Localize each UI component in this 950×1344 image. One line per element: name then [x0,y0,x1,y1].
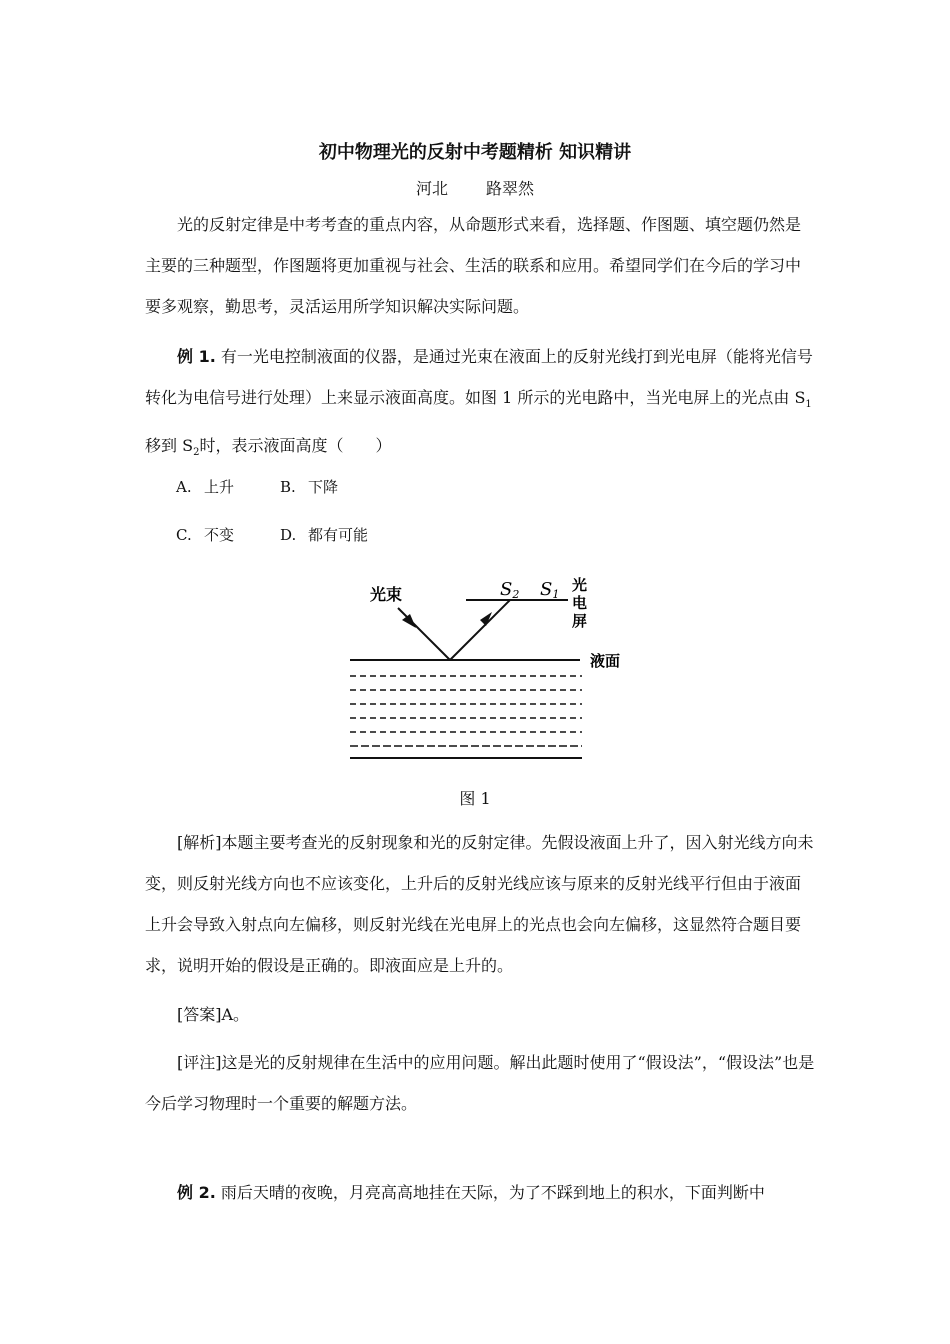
comment-paragraph [145,1042,815,1124]
s1-label: S1 [540,579,560,601]
example-1-sub1: 1 [805,399,812,411]
document-title: 初中物理光的反射中考题精析 知识精讲 [318,142,632,163]
screen-label-2: 电 [572,594,588,612]
screen-label-1: 光 [572,576,588,594]
comment-text: [评注]这是光的反射规律在生活中的应用问题。解出此题时使用了“假设法”，“假设法”也是今后学习物理时一个重要的解题方法。 [145,1053,815,1113]
example-1-sub2: 2 [193,447,200,459]
option-a-letter: A. [176,478,192,496]
reflected-ray [450,600,510,660]
example-1-text-b: 移到 S [145,436,194,456]
example-2-text: 雨后天晴的夜晚，月亮高高地挂在天际，为了不踩到地上的积水，下面判断中 [220,1183,765,1202]
incident-arrow-icon [402,614,416,628]
option-d-text: 都有可能 [308,526,369,544]
option-a-text: 上升 [204,478,235,496]
option-b-text: 下降 [308,478,339,496]
example-1-label: 例 1. [177,347,216,366]
example-2-label: 例 2. [177,1183,216,1202]
analysis-paragraph [145,822,815,986]
options-row-1 [176,476,338,497]
figure-caption: 图 1 [459,789,491,808]
option-c-text: 不变 [204,526,235,544]
incident-ray [398,608,450,660]
example-1-text-a: 有一光电控制液面的仪器，是通过光束在液面上的反射光线打到光电屏（能将光信号转化为电信号进行处理）上来显示液面高度。如图 1 所示的光电路中，当光电屏上的光点由 S [145,347,813,407]
author-place: 河北 [415,179,448,198]
option-c-letter: C. [176,526,192,544]
figure-1-diagram [340,568,640,768]
options-row-2 [176,524,368,545]
surface-label: 液面 [590,652,621,670]
option-d-letter: D. [280,526,297,544]
s2-label: S2 [500,579,520,601]
screen-label-3: 屏 [572,612,588,630]
analysis-text: [解析]本题主要考查光的反射现象和光的反射定律。先假设液面上升了，因入射光线方向未变，则反射光线方向也不应该变化，上升后的反射光线应该与原来的反射光线平行但由于液面上升会导致入射点向左偏移，则反射光线在光电屏上的光点也会向左偏移，这显然符合题目要求，说明开始的假设是正确的。即液面应是上升的。 [145,833,814,975]
answer-text: [答案]A。 [177,1005,250,1024]
intro-text: 光的反射定律是中考考查的重点内容，从命题形式来看，选择题、作图题、填空题仍然是主要的三种题型，作图题将更加重视与社会、生活的联系和应用。希望同学们在今后的学习中要多观察，勤思考，灵活运用所学知识解决实际问题。 [145,215,802,316]
author-line [0,176,950,199]
author-name: 路翠然 [486,179,535,198]
example-1-question [145,336,815,473]
option-b-letter: B. [280,478,296,496]
intro-paragraph [145,204,815,327]
example-2-question [145,1172,815,1213]
beam-label: 光束 [370,585,403,604]
answer-paragraph [145,994,815,1035]
example-1-text-c: 时，表示液面高度（ ） [199,436,392,456]
